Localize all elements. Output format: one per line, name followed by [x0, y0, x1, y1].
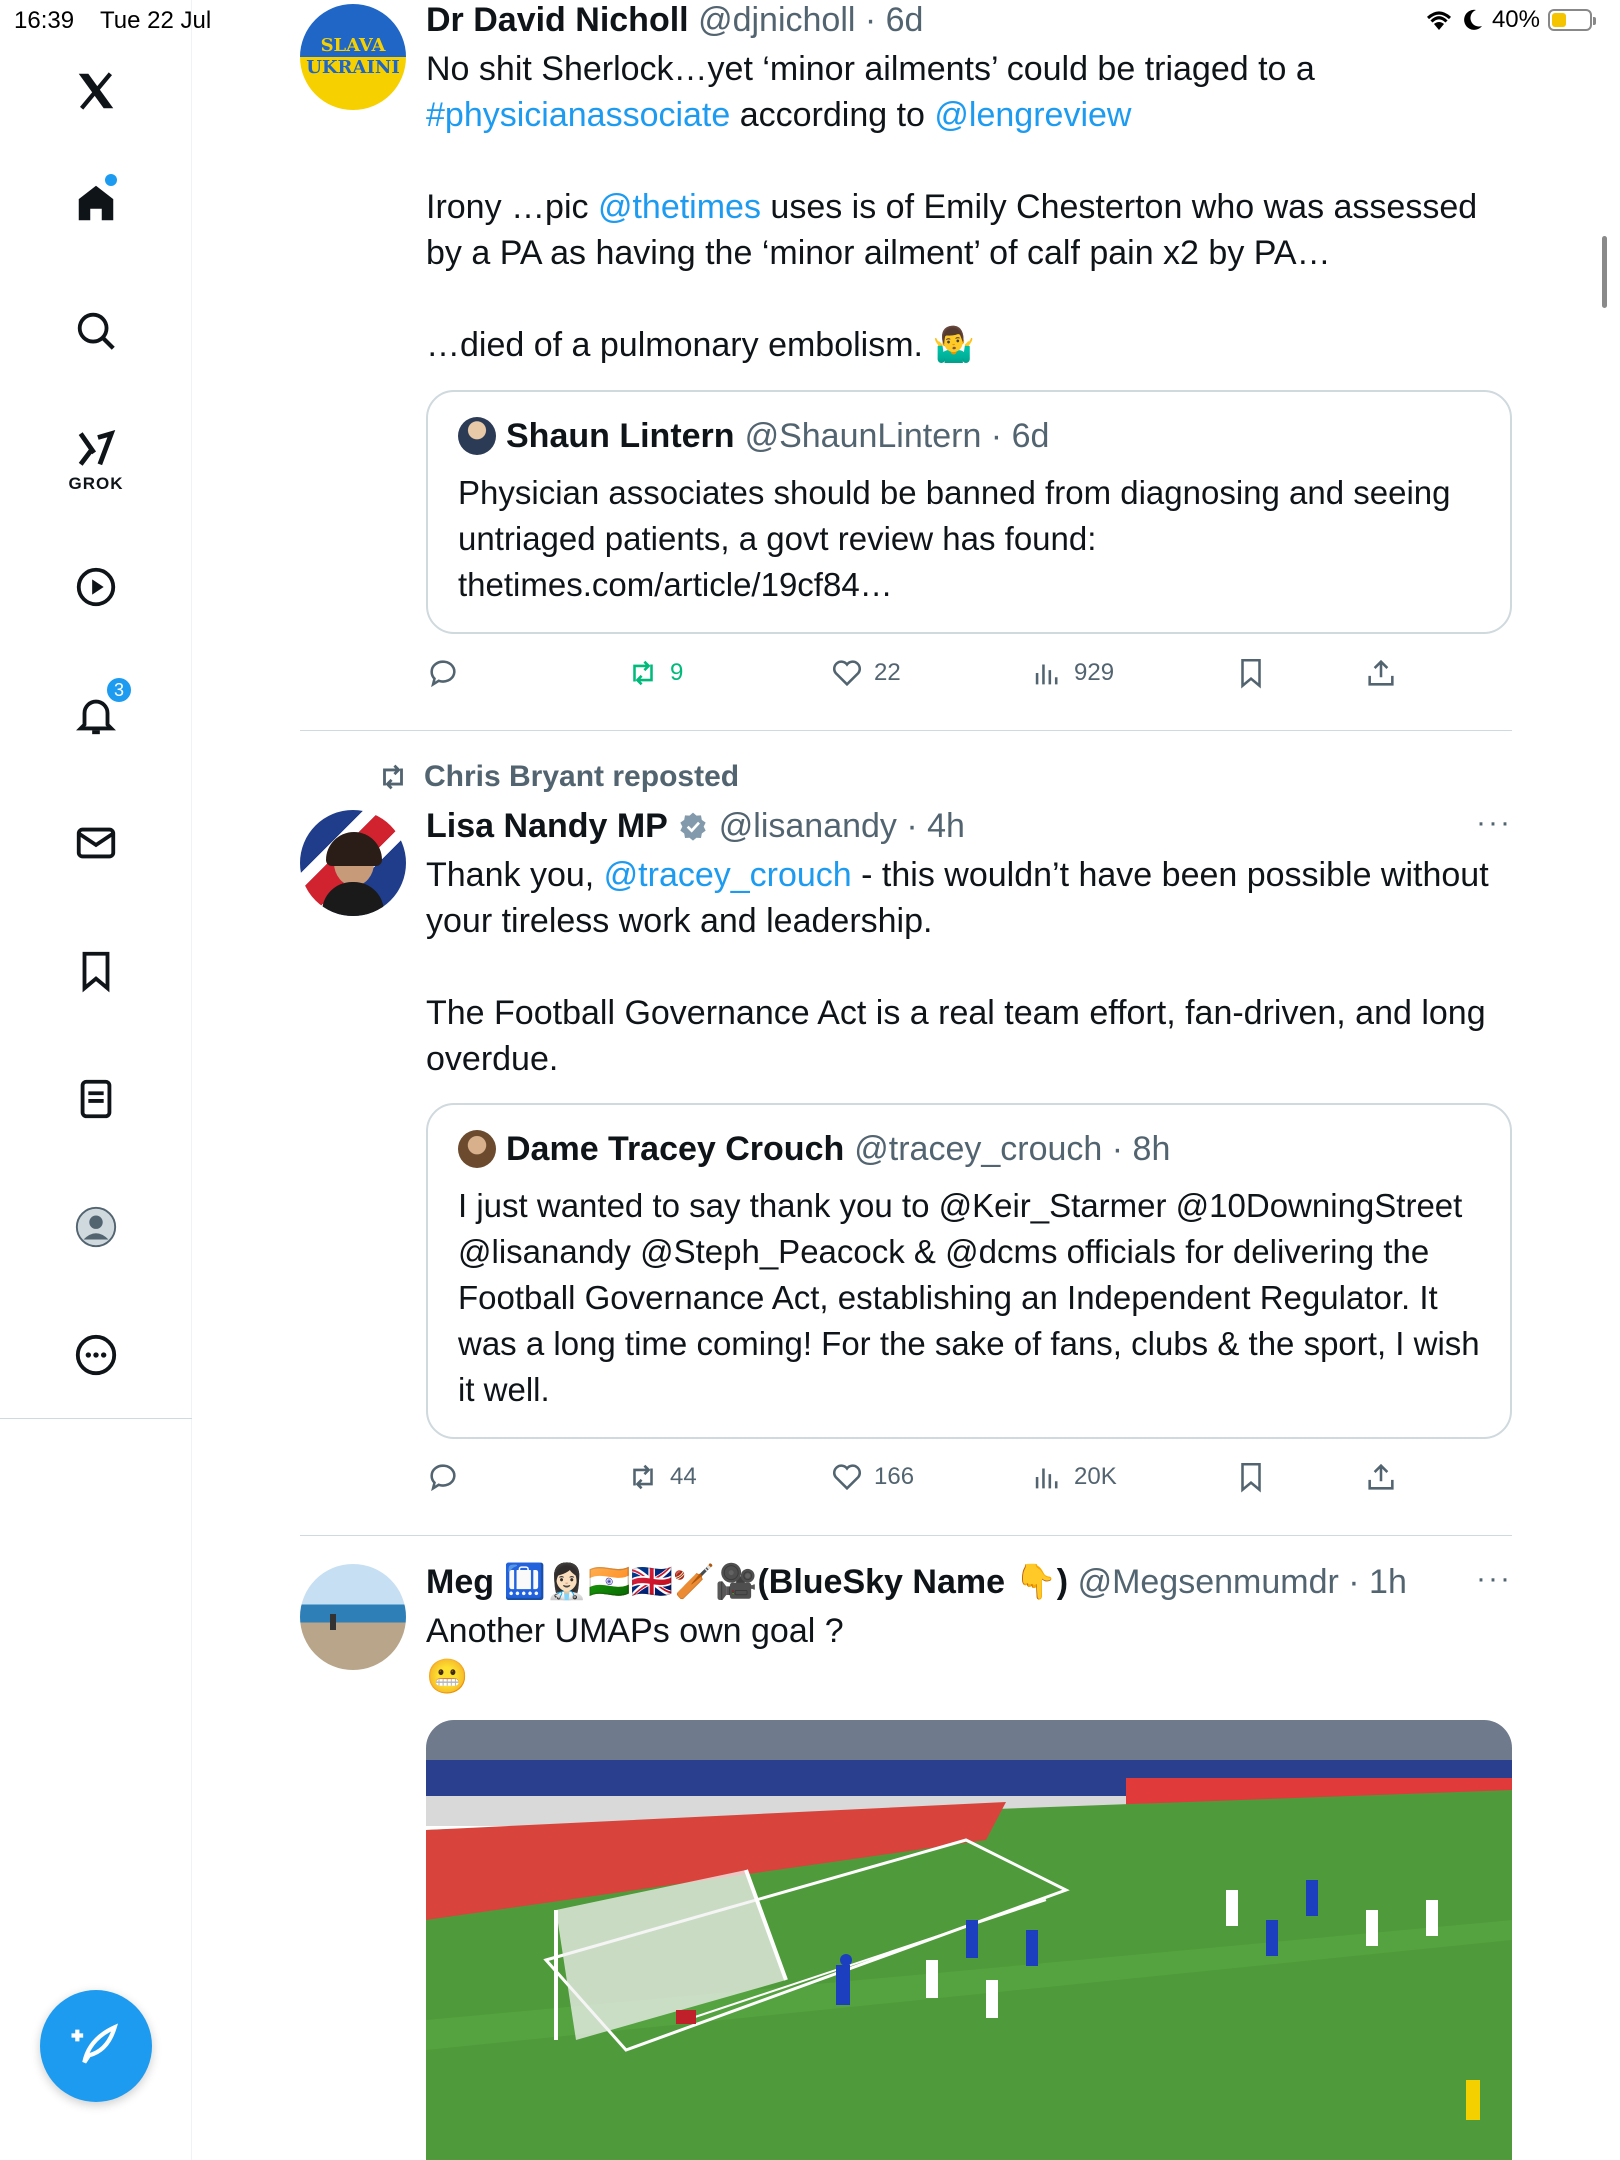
quote-author-meta: @ShaunLintern · 6d [744, 417, 1050, 455]
grok-icon[interactable] [71, 424, 121, 474]
mention-link[interactable]: @tracey_crouch [603, 856, 852, 894]
quote-text: Physician associates should be banned from diagnosing and seeing untriaged patients, a govt review has found: thetimes.com/article/19cf84… [458, 474, 1451, 603]
tweet-actions [426, 656, 1512, 706]
bookmark-button[interactable] [1234, 656, 1268, 690]
grok-label: GROK [68, 474, 124, 493]
text-segment: uses is of Emily Chesterton who was assessed by a PA as having the ‘minor ailment’ of calf pain x2 by PA… [426, 188, 1478, 272]
tweet-body [426, 806, 1512, 1082]
football-video-frame [426, 1720, 1512, 2160]
like-count: 166 [874, 1463, 915, 1490]
quote-tweet[interactable] [426, 1103, 1512, 1439]
tweet-divider [300, 1535, 1512, 1536]
like-button[interactable] [830, 1460, 914, 1494]
reposted-by[interactable]: Chris Bryant reposted [424, 760, 740, 793]
repost-icon [626, 656, 660, 690]
emoji: 😬 [426, 1658, 469, 1696]
like-count: 22 [874, 659, 901, 686]
text-segment: Irony …pic [426, 188, 598, 226]
text-segment: …died of a pulmonary embolism. 🤷‍♂️ [426, 326, 975, 364]
repost-button[interactable] [626, 656, 683, 690]
quote-author-name: Dame Tracey Crouch [506, 1130, 845, 1168]
repost-count: 44 [670, 1463, 697, 1490]
quote-tweet[interactable] [426, 390, 1512, 634]
repost-count: 9 [670, 659, 684, 686]
battery-icon [1548, 9, 1592, 31]
quote-avatar [458, 1130, 496, 1168]
views-button[interactable] [1030, 1460, 1117, 1494]
tweet-actions [426, 1460, 1512, 1510]
views-icon [1030, 1460, 1064, 1494]
status-date: Tue 22 Jul [100, 7, 212, 34]
avatar[interactable] [300, 810, 406, 916]
share-button[interactable] [1364, 656, 1398, 690]
views-icon [1030, 656, 1064, 690]
reply-button[interactable] [426, 1460, 460, 1494]
quote-author-meta: @tracey_crouch · 8h [854, 1130, 1171, 1168]
bookmark-icon [1234, 1460, 1268, 1494]
tweet-body [426, 1562, 1512, 1700]
mail-icon[interactable] [71, 818, 121, 868]
notifications-badge: 3 [105, 676, 133, 704]
reply-icon [426, 1460, 460, 1494]
repost-icon [626, 1460, 660, 1494]
quote-avatar [458, 417, 496, 455]
author-handle-time[interactable]: @djnicholl · 6d [698, 1, 924, 39]
hashtag-link[interactable]: #physicianassociate [426, 96, 731, 134]
lists-icon[interactable] [71, 1074, 121, 1124]
reply-button[interactable] [426, 656, 460, 690]
text-segment: The Football Governance Act is a real team effort, fan-driven, and long overdue. [426, 994, 1486, 1078]
tweet-divider [300, 730, 1512, 731]
tweet-media-video[interactable] [426, 1720, 1512, 2160]
bookmark-button[interactable] [1234, 1460, 1268, 1494]
bell-icon[interactable] [71, 679, 124, 740]
repost-context [376, 760, 739, 794]
avatar-text-top: SLAVA [320, 35, 386, 56]
text-segment: Thank you, [426, 856, 604, 894]
compose-button[interactable] [40, 1990, 152, 2102]
more-icon[interactable] [71, 1330, 121, 1380]
bookmark-icon[interactable] [71, 946, 121, 996]
battery-percent: 40% [1491, 6, 1540, 33]
more-options-button[interactable]: ··· [1476, 1562, 1512, 1595]
tweet-body [426, 0, 1512, 368]
tweet-header [426, 1562, 1512, 1602]
share-icon [1364, 1460, 1398, 1494]
mention-link[interactable]: @lengreview [934, 96, 1132, 134]
quote-text: I just wanted to say thank you to @Keir_Starmer @10DowningStreet @lisanandy @Steph_Peacock & @dcms officials for delivering the Football Governance Act, establishing an Independent Regulator. It was a long time coming! For the sake of fans, clubs & the sport, I wish it well. [458, 1187, 1480, 1408]
tweet-text [426, 1608, 1512, 1700]
avatar[interactable] [300, 1564, 406, 1670]
verified-icon [677, 810, 709, 842]
mention-link[interactable]: @thetimes [597, 188, 761, 226]
text-segment: Another UMAPs own goal ? [426, 1612, 844, 1650]
avatar[interactable] [300, 4, 406, 110]
share-button[interactable] [1364, 1460, 1398, 1494]
avatar-text-bottom: UKRAINI [306, 57, 400, 78]
search-icon[interactable] [71, 306, 121, 356]
repost-button[interactable] [626, 1460, 697, 1494]
share-icon [1364, 656, 1398, 690]
text-segment: according to [730, 96, 935, 134]
text-segment: No shit Sherlock…yet ‘minor ailments’ could be triaged to a [426, 50, 1315, 88]
scrollbar[interactable] [1602, 236, 1607, 308]
text-segment: - this wouldn’t have been possible without your tireless work and leadership. [426, 856, 1489, 940]
repost-icon [376, 760, 410, 794]
heart-icon [830, 656, 864, 690]
reply-icon [426, 656, 460, 690]
quote-author-name: Shaun Lintern [506, 417, 735, 455]
like-button[interactable] [830, 656, 901, 690]
video-icon[interactable] [71, 562, 121, 612]
author-name[interactable]: Meg 🛄👩🏻‍⚕️🇮🇳🇬🇧🏏🎥(BlueSky Name 👇) [426, 1563, 1069, 1601]
home-unread-dot [105, 174, 117, 186]
author-handle-time[interactable]: @lisanandy · 4h [718, 807, 965, 845]
bookmark-icon [1234, 656, 1268, 690]
more-options-button[interactable]: ··· [1476, 806, 1512, 839]
tweet-header [426, 0, 1512, 40]
author-name[interactable]: Dr David Nicholl [426, 1, 689, 39]
views-button[interactable] [1030, 656, 1114, 690]
status-time: 16:39 [14, 7, 75, 34]
compose-icon [68, 2018, 124, 2074]
tweet-text [426, 46, 1512, 368]
view-count: 20K [1074, 1463, 1117, 1490]
sidebar-divider [0, 1418, 192, 1419]
profile-icon[interactable] [71, 1202, 121, 1252]
x-logo[interactable] [71, 66, 121, 116]
tweet-header [426, 806, 1512, 846]
heart-icon [830, 1460, 864, 1494]
author-name[interactable]: Lisa Nandy MP [426, 807, 668, 845]
sidebar [0, 0, 192, 2160]
author-handle-time[interactable]: @Megsenmumdr · 1h [1077, 1563, 1407, 1601]
view-count: 929 [1074, 659, 1115, 686]
home-icon[interactable] [71, 178, 121, 228]
tweet-text [426, 852, 1512, 1082]
